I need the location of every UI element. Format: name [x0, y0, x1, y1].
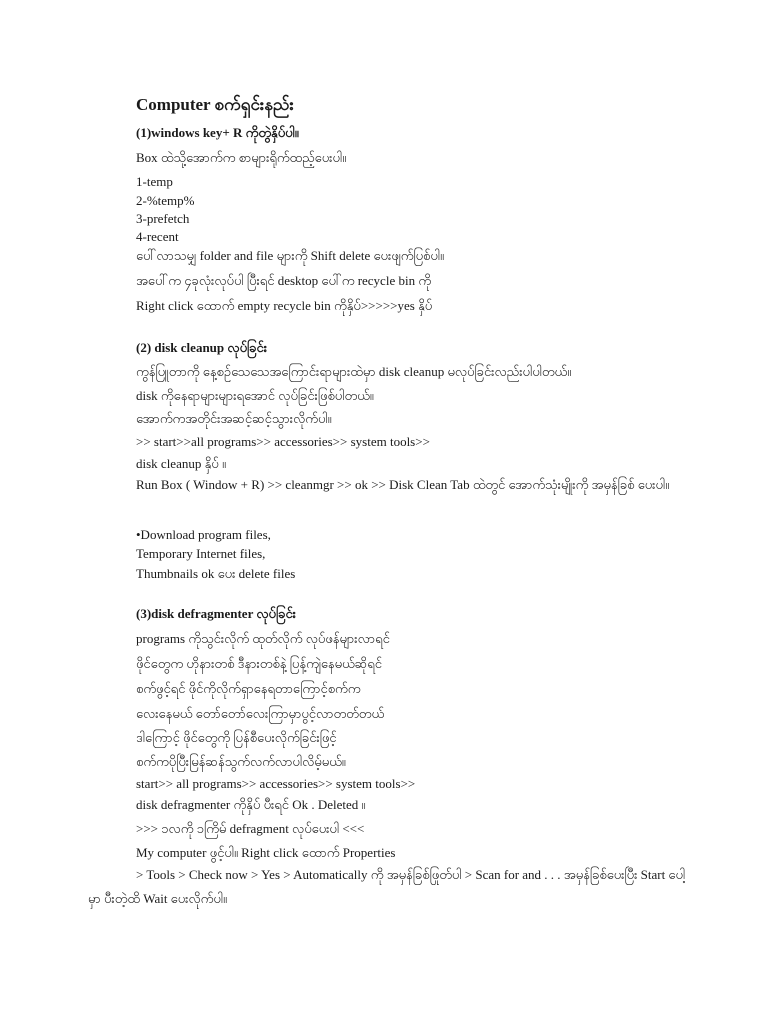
paragraph-line: အောက်ကအတိုင်းအဆင့်ဆင့်သွားလိုက်ပါ။ — [136, 411, 332, 426]
section2-heading: (2) disk cleanup လုပ်ခြင်း — [136, 340, 267, 355]
paragraph-line: အပေါ်က ၄ခုလုံးလုပ်ပါ ပြီးရင် desktop ပေါ်က recycle bin ကို — [136, 273, 432, 288]
page-title: Computer စက်ရှင်းနည်း — [136, 95, 294, 114]
paragraph-line: စက်ကပိုပြီးမြန်ဆန်သွက်လက်လာပါလိမ့်မယ်။ — [136, 754, 346, 769]
paragraph-line: ဒါကြောင့် ဖိုင်တွေကို ပြန်စီပေးလိုက်ခြင်းဖြင့် — [136, 730, 337, 745]
run-box-instruction: Run Box ( Window + R) >> cleanmgr >> ok >> Disk Clean Tab ထဲတွင် အောက်သုံးမျိုးကို အမှန်ခြစ် ပေးပါ။ — [136, 477, 670, 492]
list-item: 1-temp — [136, 174, 173, 189]
file-item: •Download program files, — [136, 527, 271, 542]
paragraph-line: disk ကိုနေရာများများရအောင် လုပ်ခြင်းဖြစ်ပါတယ်။ — [136, 388, 374, 403]
section3-heading: (3)disk defragmenter လုပ်ခြင်း — [136, 606, 296, 621]
file-item: Temporary Internet files, — [136, 546, 266, 561]
tools-instruction: > Tools > Check now > Yes > Automatically ကို အမှန်ခြစ်ဖြုတ်ပါ > Scan for and . . . အမှန်ခြစ်ပေးပြီး Start ပေါ့မှာ ပီးတဲ့ထိ Wait ပေးလိုက်ပါ။ — [88, 867, 686, 906]
paragraph-line: disk defragmenter ကိုနှိပ် ပီးရင် Ok . Deleted ။ — [136, 797, 366, 812]
paragraph-line: ကွန်ပြူတာကို နေ့စဉ်သေသေအကြောင်းရာများထဲမှာ disk cleanup မလုပ်ခြင်းလည်းပါပါတယ်။ — [136, 364, 572, 379]
paragraph-line: ဖိုင်တွေက ဟိုနားတစ် ဒီနားတစ်နဲ့ ပြန့်ကျဲနေမယ်ဆိုရင် — [136, 656, 382, 671]
section1-heading: (1)windows key+ R ကိုတွဲနှိပ်ပါ။ — [136, 125, 299, 140]
paragraph-line: လေးနေမယ် တော်တော်လေးကြာမှာပွင့်လာတတ်တယ် — [136, 706, 385, 721]
list-item: 3-prefetch — [136, 211, 190, 226]
paragraph-line: programs ကိုသွင်းလိုက် ထုတ်လိုက် လုပ်ဖန်များလာရင် — [136, 631, 390, 646]
paragraph-line: disk cleanup နှိပ် ။ — [136, 456, 226, 471]
file-item: Thumbnails ok ပေး delete files — [136, 566, 296, 581]
list-item: 4-recent — [136, 229, 179, 244]
paragraph-line: စက်ဖွင့်ရင် ဖိုင်ကိုလိုက်ရှာနေရတာကြောင့်စက်က — [136, 681, 361, 696]
reminder-line: >>> ၁လကို ၁ကြိမ် defragment လုပ်ပေးပါ <<< — [136, 821, 365, 836]
paragraph-line: Right click ထောက် empty recycle bin ကိုနှိပ်>>>>>yes နှိပ် — [136, 298, 433, 313]
paragraph-line: ပေါ်လာသမျှ folder and file များကို Shift delete ပေးဖျက်ပြစ်ပါ။ — [136, 248, 444, 263]
list-item: 2-%temp% — [136, 193, 195, 208]
paragraph-line: My computer ဖွင့်ပါ။ Right click ထောက် Properties — [136, 845, 396, 860]
paragraph-line: >> start>>all programs>> accessories>> system tools>> — [136, 434, 430, 449]
paragraph-line: start>> all programs>> accessories>> system tools>> — [136, 776, 416, 791]
section1-intro: Box ထဲသို့အောက်က စာများရိုက်ထည့်ပေးပါ။ — [136, 150, 347, 165]
